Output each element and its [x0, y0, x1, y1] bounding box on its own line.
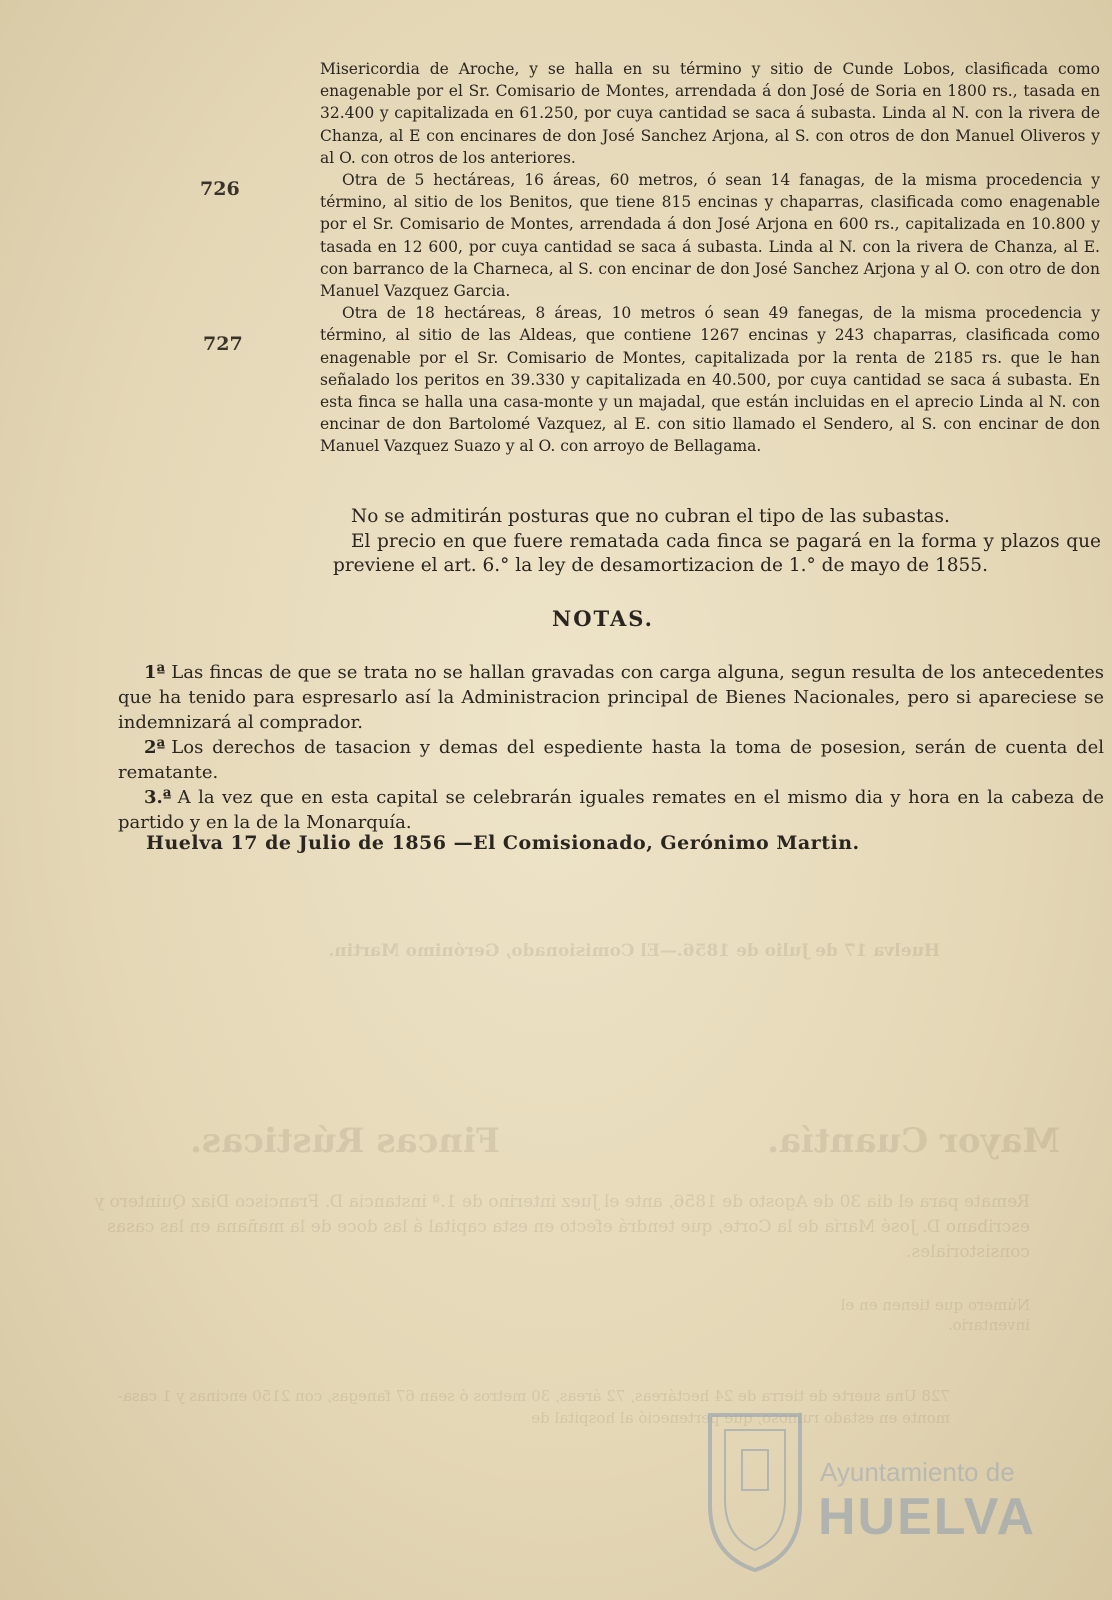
lot-description: Otra de 5 hectáreas, 16 áreas, 60 metros, ó sean 14 fanagas, de la misma procedencia y término, al sitio de los Benitos, que tiene 815 encinas y chaparras, clasificada como enagenable por el Sr. Comisario de Montes, arrendada á don José Arjona en 600 rs., capitalizada en 10.800 y tasada en 12 600, por cuya cantidad se saca á subasta. Linda al N. con la rivera de Chanza, al E. con barranco de la Charneca, al S. con encinar de don José Sanchez Arjona y al O. con otro de don Manuel Vazquez Garcia. [320, 171, 1100, 301]
note-item [118, 785, 1104, 835]
closing-clauses [333, 505, 1101, 579]
note-number: 2ª [144, 737, 166, 758]
coat-of-arms-icon [700, 1405, 810, 1575]
signature-line: Huelva 17 de Julio de 1856 —El Comisionado, Gerónimo Martin. [146, 832, 860, 854]
lot-description: Misericordia de Aroche, y se halla en su término y sitio de Cunde Lobos, clasificada como enagenable por el Sr. Comisario de Montes, arrendada á don José de Soria en 1800 rs., tasada en 32.400 y capitalizada en 61.250, por cuya cantidad se saca á subasta. Linda al N. con la rivera de Chanza, al E con encinares de don José Sanchez Arjona, al S. con otros de don Manuel Oliveros y al O. con otros de los anteriores. [320, 60, 1100, 167]
notes-list [118, 660, 1104, 835]
bleed-paragraph: Remate para el dia 30 de Agosto de 1856, ante el Juez interino de 1.ª instancia D. Francisco Diaz Quintero y escribano D. José María de la Corte, que tendrá efecto en esta capital á las doce de la mañana en las casas consistoriales. [94, 1192, 1030, 1262]
note-item [118, 735, 1104, 785]
bleed-column-header: Número que tienen en el inventario. [840, 1296, 1030, 1334]
bleed-signature: Huelva 17 de Julio de 1856.—El Comisionado, Gerónimo Martin. [328, 941, 940, 961]
lot-list [320, 58, 1100, 458]
note-text: Los derechos de tasacion y demas del espediente hasta la toma de posesion, serán de cuenta del rematante. [118, 737, 1104, 783]
note-number: 1ª [144, 662, 166, 683]
bleed-heading-cuantia: Mayor Cuantía. [767, 1121, 1060, 1161]
watermark-line1: Ayuntamiento de [820, 1457, 1015, 1487]
note-text: Las fincas de que se trata no se hallan gravadas con carga alguna, segun resulta de los antecedentes que ha tenido para espresarlo así la Administracion principal de Bienes Nacionales, pero si apareciese se indemnizará al comprador. [118, 662, 1104, 733]
bleed-lot-text: 728 Una suerte de tierra de 24 hectáreas, 72 áreas, 30 metros ó sean 67 fanegas, con 2150 encinas y 1 casa-monte en estado ruinoso, que perteneció al hospital de [117, 1387, 950, 1427]
note-number: 3.ª [144, 787, 172, 808]
ayuntamiento-huelva-watermark [700, 1395, 1040, 1575]
lot-number: 727 [203, 333, 243, 355]
note-item [118, 660, 1104, 735]
lot-description: Otra de 18 hectáreas, 8 áreas, 10 metros ó sean 49 fanegas, de la misma procedencia y término, al sitio de las Aldeas, que contiene 1267 encinas y 243 chaparras, clasificada como enagenable por el Sr. Comisario de Montes, capitalizada por la renta de 2185 rs. que le han señalado los peritos en 39.330 y capitalizada en 40.500, por cuya cantidad se saca á subasta. En esta finca se halla una casa-monte y un majadal, que están incluidas en el aprecio Linda al N. con encinar de don Bartolomé Vazquez, al E. con sitio llamado el Sendero, al S. con encinar de don Manuel Vazquez Suazo y al O. con arroyo de Bellagama. [320, 304, 1100, 456]
lot-number: 726 [200, 178, 240, 200]
notes-heading: NOTAS. [552, 606, 654, 631]
closing-clause: El precio en que fuere rematada cada finca se pagará en la forma y plazos que previene el art. 6.° la ley de desamortizacion de 1.° de mayo de 1855. [333, 530, 1101, 576]
closing-clause: No se admitirán posturas que no cubran el tipo de las subastas. [351, 506, 950, 527]
note-text: A la vez que en esta capital se celebrarán iguales remates en el mismo dia y hora en la cabeza de partido y en la de la Monarquía. [118, 787, 1104, 833]
bleed-heading-fincas: Fincas Rústicas. [190, 1121, 500, 1161]
watermark-line2: HUELVA [818, 1488, 1037, 1546]
